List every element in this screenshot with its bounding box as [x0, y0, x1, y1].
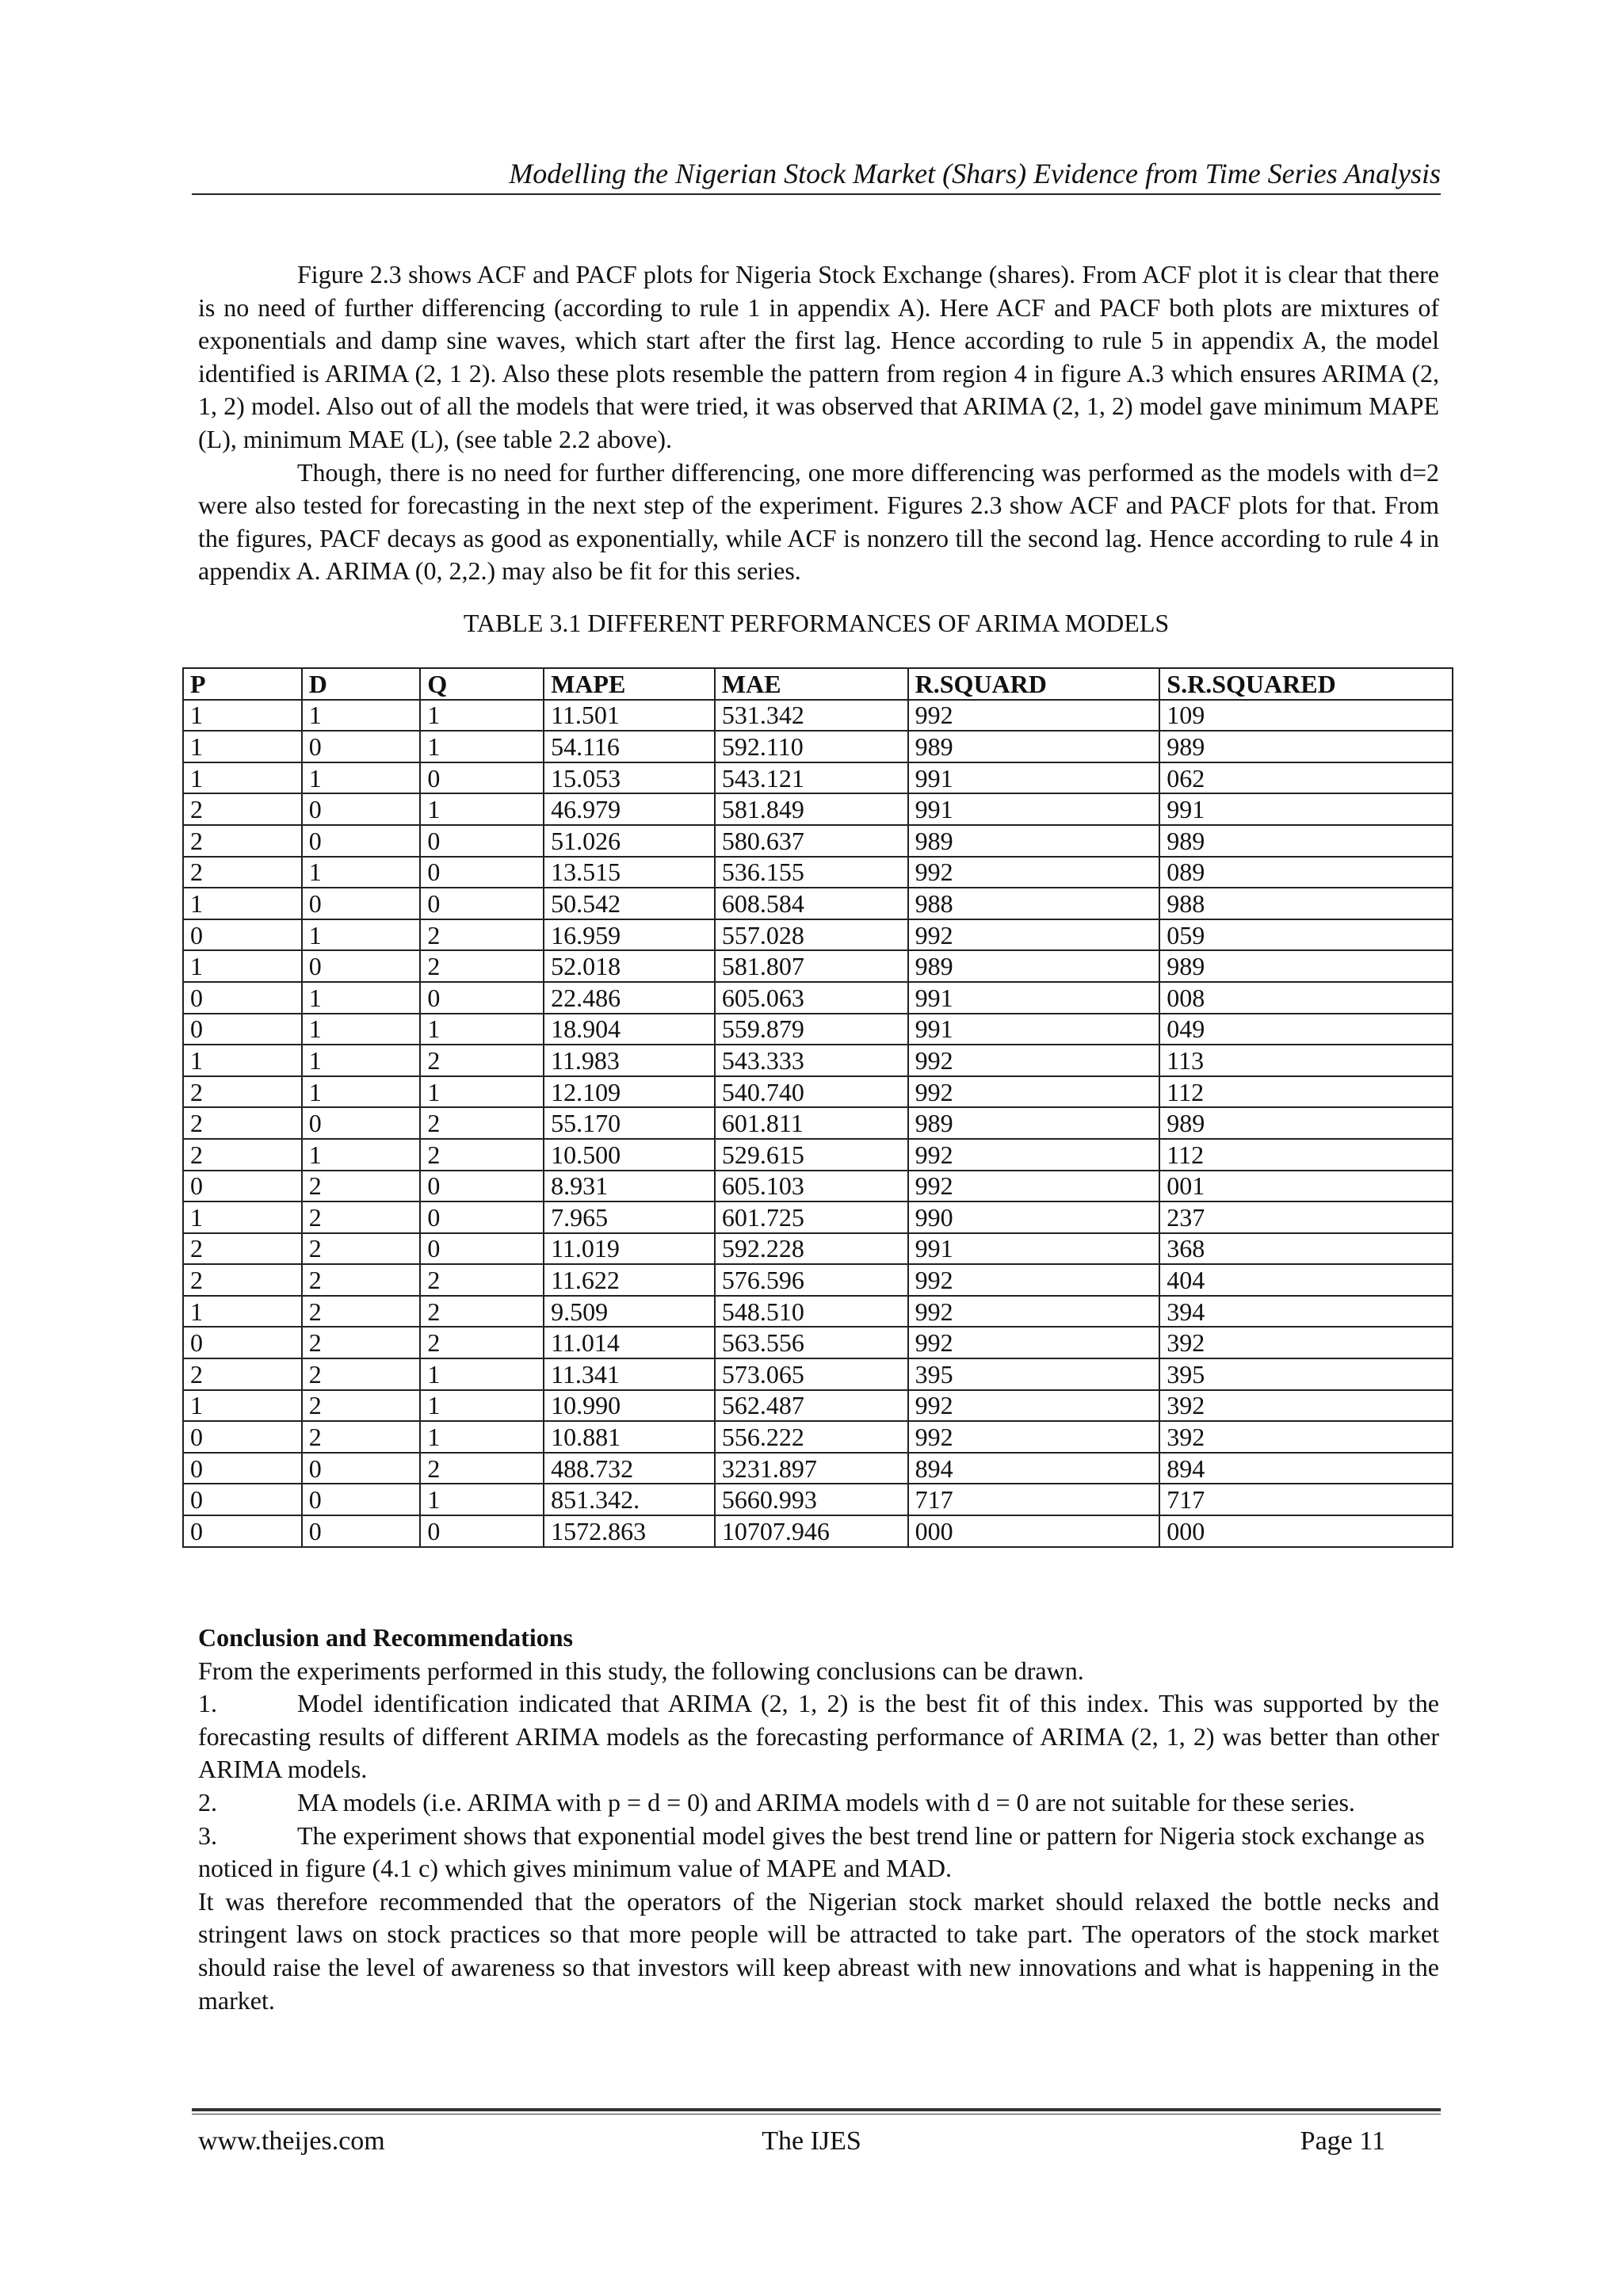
cell-p: 0	[183, 1453, 302, 1484]
table-row	[183, 857, 1453, 888]
cell-p: 0	[183, 1171, 302, 1202]
cell-s-r-squared: 392	[1159, 1327, 1453, 1358]
cell-r-squard: 992	[908, 919, 1160, 951]
body-paragraphs	[198, 258, 1439, 588]
cell-mape: 1572.863	[544, 1515, 715, 1547]
cell-q: 1	[420, 1358, 544, 1390]
item-number: 3.	[198, 1820, 217, 1850]
cell-r-squard: 894	[908, 1453, 1160, 1484]
cell-q: 0	[420, 762, 544, 794]
table-row	[183, 919, 1453, 951]
cell-mae: 531.342	[715, 700, 908, 732]
cell-mae: 543.333	[715, 1045, 908, 1076]
cell-r-squard: 395	[908, 1358, 1160, 1390]
cell-mae: 601.811	[715, 1107, 908, 1139]
table-row	[183, 1296, 1453, 1328]
cell-d: 0	[302, 1453, 421, 1484]
cell-mae: 608.584	[715, 888, 908, 919]
header-mae: MAE	[715, 668, 908, 700]
cell-q: 0	[420, 1515, 544, 1547]
cell-r-squard: 992	[908, 1264, 1160, 1296]
cell-s-r-squared: 000	[1159, 1515, 1453, 1547]
cell-mape: 15.053	[544, 762, 715, 794]
item-number: 2.	[198, 1787, 217, 1817]
cell-q: 2	[420, 1139, 544, 1171]
cell-p: 2	[183, 825, 302, 857]
cell-p: 0	[183, 1421, 302, 1453]
table-row	[183, 731, 1453, 762]
cell-mae: 557.028	[715, 919, 908, 951]
cell-s-r-squared: 395	[1159, 1358, 1453, 1390]
table-row	[183, 1014, 1453, 1045]
cell-mape: 16.959	[544, 919, 715, 951]
cell-mape: 11.014	[544, 1327, 715, 1358]
cell-q: 0	[420, 982, 544, 1014]
cell-d: 1	[302, 700, 421, 732]
cell-d: 1	[302, 857, 421, 888]
item-text: MA models (i.e. ARIMA with p = d = 0) and ARIMA models with d = 0 are not suitable for these series.	[297, 1787, 1355, 1817]
table-row	[183, 1045, 1453, 1076]
cell-q: 0	[420, 1233, 544, 1265]
table-row	[183, 1233, 1453, 1265]
cell-s-r-squared: 113	[1159, 1045, 1453, 1076]
cell-r-squard: 989	[908, 825, 1160, 857]
table-row	[183, 982, 1453, 1014]
cell-mae: 559.879	[715, 1014, 908, 1045]
cell-p: 0	[183, 1014, 302, 1045]
cell-s-r-squared: 089	[1159, 857, 1453, 888]
cell-q: 0	[420, 888, 544, 919]
cell-mape: 50.542	[544, 888, 715, 919]
cell-d: 1	[302, 1014, 421, 1045]
cell-d: 2	[302, 1421, 421, 1453]
table-row	[183, 793, 1453, 825]
cell-mape: 11.501	[544, 700, 715, 732]
paragraph-2: Though, there is no need for further differencing, one more differencing was performed as the models with d=2 were also tested for forecasting in the next step of the experiment. Figures 2.3 show ACF and PACF plots for that. From the figures, PACF decays as good as exponentially, while ACF is nonzero till the second lag. Hence according to rule 4 in appendix A. ARIMA (0, 2,2.) may also be fit for this series.	[198, 457, 1439, 586]
cell-r-squard: 992	[908, 1327, 1160, 1358]
cell-s-r-squared: 109	[1159, 700, 1453, 732]
cell-p: 0	[183, 1327, 302, 1358]
cell-r-squard: 992	[908, 1171, 1160, 1202]
cell-mae: 543.121	[715, 762, 908, 794]
cell-s-r-squared: 989	[1159, 1107, 1453, 1139]
cell-mape: 11.341	[544, 1358, 715, 1390]
conclusion-intro: From the experiments performed in this study, the following conclusions can be drawn.	[198, 1656, 1084, 1685]
cell-s-r-squared: 989	[1159, 825, 1453, 857]
cell-q: 0	[420, 1171, 544, 1202]
cell-p: 1	[183, 762, 302, 794]
cell-p: 1	[183, 888, 302, 919]
cell-mape: 10.500	[544, 1139, 715, 1171]
cell-s-r-squared: 062	[1159, 762, 1453, 794]
cell-r-squard: 992	[908, 1421, 1160, 1453]
cell-mape: 8.931	[544, 1171, 715, 1202]
cell-p: 2	[183, 1107, 302, 1139]
cell-s-r-squared: 404	[1159, 1264, 1453, 1296]
cell-p: 2	[183, 1233, 302, 1265]
cell-q: 1	[420, 1076, 544, 1108]
cell-mape: 54.116	[544, 731, 715, 762]
table-row	[183, 1515, 1453, 1547]
cell-q: 0	[420, 857, 544, 888]
cell-r-squard: 992	[908, 1390, 1160, 1422]
cell-q: 1	[420, 1484, 544, 1515]
cell-mae: 3231.897	[715, 1453, 908, 1484]
cell-d: 0	[302, 1484, 421, 1515]
cell-mae: 581.807	[715, 950, 908, 982]
cell-s-r-squared: 392	[1159, 1390, 1453, 1422]
cell-p: 0	[183, 1515, 302, 1547]
cell-s-r-squared: 049	[1159, 1014, 1453, 1045]
cell-r-squard: 000	[908, 1515, 1160, 1547]
cell-r-squard: 989	[908, 731, 1160, 762]
cell-r-squard: 988	[908, 888, 1160, 919]
cell-s-r-squared: 112	[1159, 1139, 1453, 1171]
cell-p: 1	[183, 731, 302, 762]
conclusion-heading: Conclusion and Recommendations	[198, 1623, 573, 1652]
cell-d: 1	[302, 1076, 421, 1108]
cell-q: 1	[420, 1014, 544, 1045]
cell-p: 1	[183, 1390, 302, 1422]
running-header: Modelling the Nigerian Stock Market (Shars) Evidence from Time Series Analysis	[509, 158, 1441, 189]
cell-q: 2	[420, 950, 544, 982]
cell-s-r-squared: 368	[1159, 1233, 1453, 1265]
cell-mae: 601.725	[715, 1201, 908, 1233]
cell-p: 0	[183, 919, 302, 951]
table-row	[183, 950, 1453, 982]
cell-mae: 581.849	[715, 793, 908, 825]
cell-r-squard: 991	[908, 982, 1160, 1014]
table-row	[183, 700, 1453, 732]
conclusion-section	[198, 1622, 1439, 2017]
cell-mae: 576.596	[715, 1264, 908, 1296]
cell-mae: 605.103	[715, 1171, 908, 1202]
cell-r-squard: 992	[908, 1045, 1160, 1076]
cell-p: 1	[183, 700, 302, 732]
cell-mae: 529.615	[715, 1139, 908, 1171]
cell-q: 2	[420, 1327, 544, 1358]
cell-mape: 851.342.	[544, 1484, 715, 1515]
cell-mae: 592.228	[715, 1233, 908, 1265]
cell-mape: 7.965	[544, 1201, 715, 1233]
cell-d: 0	[302, 793, 421, 825]
cell-mae: 548.510	[715, 1296, 908, 1328]
footer-page-number: Page 11	[1300, 2126, 1385, 2156]
cell-q: 2	[420, 1045, 544, 1076]
header-q: Q	[420, 668, 544, 700]
cell-p: 1	[183, 1045, 302, 1076]
cell-p: 1	[183, 1201, 302, 1233]
table-row	[183, 1139, 1453, 1171]
cell-d: 2	[302, 1201, 421, 1233]
item-text: Model identification indicated that ARIMA (2, 1, 2) is the best fit of this index. This was supported by the forecasting results of different ARIMA models as the forecasting performance of ARIMA (2, 1, 2) was better than other ARIMA models.	[198, 1689, 1439, 1784]
table-row	[183, 1171, 1453, 1202]
cell-p: 2	[183, 1358, 302, 1390]
cell-s-r-squared: 991	[1159, 793, 1453, 825]
footer-rule-thin	[192, 2114, 1441, 2115]
table-header-row	[183, 668, 1453, 700]
cell-r-squard: 992	[908, 700, 1160, 732]
cell-d: 1	[302, 1045, 421, 1076]
cell-s-r-squared: 059	[1159, 919, 1453, 951]
cell-q: 0	[420, 825, 544, 857]
cell-p: 2	[183, 793, 302, 825]
table-row	[183, 1453, 1453, 1484]
cell-mape: 11.622	[544, 1264, 715, 1296]
cell-mae: 605.063	[715, 982, 908, 1014]
cell-r-squard: 992	[908, 1296, 1160, 1328]
cell-q: 1	[420, 1421, 544, 1453]
conclusion-item-2	[198, 1786, 1439, 1820]
cell-p: 0	[183, 1484, 302, 1515]
cell-d: 2	[302, 1171, 421, 1202]
table-row	[183, 888, 1453, 919]
header-rule	[192, 193, 1441, 195]
cell-mape: 11.983	[544, 1045, 715, 1076]
header-s-r-squared: S.R.SQUARED	[1159, 668, 1453, 700]
cell-d: 0	[302, 825, 421, 857]
cell-mae: 540.740	[715, 1076, 908, 1108]
cell-d: 2	[302, 1233, 421, 1265]
recommendation-paragraph: It was therefore recommended that the operators of the Nigerian stock market should relaxed the bottle necks and stringent laws on stock practices so that more people will be attracted to take part. The operators of the stock market should raise the level of awareness so that investors will keep abreast with new innovations and what is happening in the market.	[198, 1886, 1439, 2015]
footer-journal-name: The IJES	[762, 2126, 861, 2156]
header-r-squard: R.SQUARD	[908, 668, 1160, 700]
cell-mape: 18.904	[544, 1014, 715, 1045]
cell-mae: 536.155	[715, 857, 908, 888]
cell-r-squard: 991	[908, 1233, 1160, 1265]
cell-p: 1	[183, 950, 302, 982]
cell-s-r-squared: 112	[1159, 1076, 1453, 1108]
table-body	[183, 700, 1453, 1547]
cell-mape: 13.515	[544, 857, 715, 888]
table-row	[183, 1201, 1453, 1233]
cell-s-r-squared: 989	[1159, 731, 1453, 762]
paragraph-1: Figure 2.3 shows ACF and PACF plots for Nigeria Stock Exchange (shares). From ACF plot it is clear that there is no need of further differencing (according to rule 1 in appendix A). Here ACF and PACF both plots are mixtures of exponentials and damp sine waves, which start after the first lag. Hence according to rule 5 in appendix A, the model identified is ARIMA (2, 1 2). Also these plots resemble the pattern from region 4 in figure A.3 which ensures ARIMA (2, 1, 2) model. Also out of all the models that were tried, it was observed that ARIMA (2, 1, 2) model gave minimum MAPE (L), minimum MAE (L), (see table 2.2 above).	[198, 260, 1439, 453]
table-row	[183, 762, 1453, 794]
cell-r-squard: 991	[908, 793, 1160, 825]
cell-d: 2	[302, 1358, 421, 1390]
conclusion-item-1	[198, 1687, 1439, 1786]
cell-mae: 10707.946	[715, 1515, 908, 1547]
cell-mape: 55.170	[544, 1107, 715, 1139]
cell-mae: 556.222	[715, 1421, 908, 1453]
cell-s-r-squared: 392	[1159, 1421, 1453, 1453]
cell-d: 0	[302, 1515, 421, 1547]
cell-d: 2	[302, 1296, 421, 1328]
cell-mape: 12.109	[544, 1076, 715, 1108]
cell-r-squard: 992	[908, 1076, 1160, 1108]
cell-mae: 580.637	[715, 825, 908, 857]
cell-d: 1	[302, 982, 421, 1014]
table-row	[183, 1390, 1453, 1422]
cell-d: 1	[302, 919, 421, 951]
cell-d: 0	[302, 1107, 421, 1139]
table-row	[183, 1327, 1453, 1358]
cell-d: 1	[302, 1139, 421, 1171]
cell-mape: 11.019	[544, 1233, 715, 1265]
cell-s-r-squared: 989	[1159, 950, 1453, 982]
cell-r-squard: 989	[908, 1107, 1160, 1139]
item-number: 1.	[198, 1689, 217, 1718]
item-text: The experiment shows that exponential model gives the best trend line or pattern for Nigeria stock exchange as noticed in figure (4.1 c) which gives minimum value of MAPE and MAD.	[198, 1820, 1425, 1883]
table-row	[183, 1264, 1453, 1296]
cell-d: 2	[302, 1390, 421, 1422]
cell-p: 2	[183, 1264, 302, 1296]
header-d: D	[302, 668, 421, 700]
cell-r-squard: 991	[908, 1014, 1160, 1045]
cell-q: 2	[420, 1264, 544, 1296]
cell-r-squard: 991	[908, 762, 1160, 794]
cell-s-r-squared: 717	[1159, 1484, 1453, 1515]
cell-q: 0	[420, 1201, 544, 1233]
table-row	[183, 1358, 1453, 1390]
cell-p: 2	[183, 857, 302, 888]
cell-p: 0	[183, 982, 302, 1014]
cell-q: 2	[420, 1453, 544, 1484]
cell-q: 2	[420, 919, 544, 951]
table-caption: TABLE 3.1 DIFFERENT PERFORMANCES OF ARIMA MODELS	[463, 609, 1170, 637]
cell-d: 2	[302, 1264, 421, 1296]
cell-d: 1	[302, 762, 421, 794]
cell-q: 1	[420, 793, 544, 825]
cell-s-r-squared: 394	[1159, 1296, 1453, 1328]
arima-performance-table	[182, 667, 1453, 1548]
cell-mae: 562.487	[715, 1390, 908, 1422]
cell-r-squard: 992	[908, 1139, 1160, 1171]
cell-d: 0	[302, 950, 421, 982]
cell-r-squard: 990	[908, 1201, 1160, 1233]
cell-r-squard: 989	[908, 950, 1160, 982]
cell-mape: 488.732	[544, 1453, 715, 1484]
cell-s-r-squared: 008	[1159, 982, 1453, 1014]
table-row	[183, 1076, 1453, 1108]
header-mape: MAPE	[544, 668, 715, 700]
cell-mae: 5660.993	[715, 1484, 908, 1515]
footer-website-link[interactable]: www.theijes.com	[198, 2126, 385, 2156]
footer-rule	[192, 2108, 1441, 2111]
header-p: P	[183, 668, 302, 700]
cell-r-squard: 992	[908, 857, 1160, 888]
cell-mape: 10.990	[544, 1390, 715, 1422]
table-row	[183, 1484, 1453, 1515]
cell-d: 2	[302, 1327, 421, 1358]
conclusion-item-3	[198, 1820, 1439, 1885]
cell-p: 1	[183, 1296, 302, 1328]
cell-mape: 9.509	[544, 1296, 715, 1328]
cell-s-r-squared: 001	[1159, 1171, 1453, 1202]
table-row	[183, 1107, 1453, 1139]
cell-d: 0	[302, 888, 421, 919]
cell-s-r-squared: 894	[1159, 1453, 1453, 1484]
cell-p: 2	[183, 1076, 302, 1108]
cell-mae: 563.556	[715, 1327, 908, 1358]
cell-q: 1	[420, 731, 544, 762]
cell-mae: 573.065	[715, 1358, 908, 1390]
cell-q: 2	[420, 1296, 544, 1328]
table-row	[183, 1421, 1453, 1453]
cell-mape: 51.026	[544, 825, 715, 857]
cell-mape: 52.018	[544, 950, 715, 982]
table-row	[183, 825, 1453, 857]
cell-s-r-squared: 988	[1159, 888, 1453, 919]
cell-q: 1	[420, 1390, 544, 1422]
cell-mae: 592.110	[715, 731, 908, 762]
cell-r-squard: 717	[908, 1484, 1160, 1515]
cell-q: 1	[420, 700, 544, 732]
cell-d: 0	[302, 731, 421, 762]
cell-mape: 22.486	[544, 982, 715, 1014]
cell-mape: 10.881	[544, 1421, 715, 1453]
cell-q: 2	[420, 1107, 544, 1139]
cell-p: 2	[183, 1139, 302, 1171]
cell-mape: 46.979	[544, 793, 715, 825]
cell-s-r-squared: 237	[1159, 1201, 1453, 1233]
